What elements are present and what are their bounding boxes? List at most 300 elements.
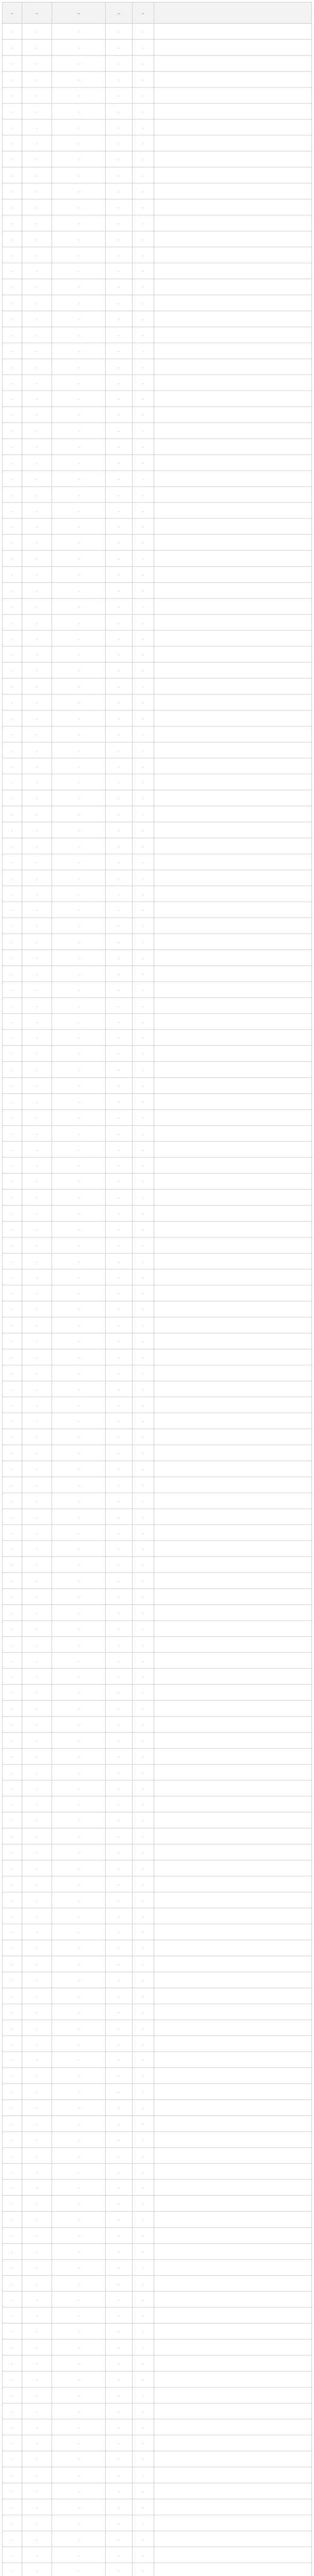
cell-lot-name: … bbox=[22, 1413, 52, 1429]
cell-spacer bbox=[154, 391, 312, 407]
cell-lot-number: … bbox=[3, 1493, 22, 1509]
cell-brand-requirement: … bbox=[106, 982, 133, 998]
cell-lot-name: … bbox=[22, 104, 52, 120]
cell-lot-name: … bbox=[22, 407, 52, 423]
cell-lot-number: … bbox=[3, 1317, 22, 1333]
cell-spacer bbox=[154, 2036, 312, 2052]
cell-brand-requirement: … bbox=[106, 1621, 133, 1637]
cell-product-scope: … bbox=[52, 2196, 106, 2212]
cell-brand-requirement: … bbox=[106, 1461, 133, 1477]
cell-supplier-count: … bbox=[133, 2148, 154, 2164]
cell-brand-requirement: … bbox=[106, 742, 133, 758]
cell-product-scope: … bbox=[52, 2308, 106, 2324]
table-row bbox=[3, 263, 312, 279]
cell-product-scope: … bbox=[52, 647, 106, 663]
cell-lot-number: … bbox=[3, 1860, 22, 1876]
table-row bbox=[3, 2435, 312, 2451]
cell-lot-number: … bbox=[3, 583, 22, 599]
cell-supplier-count: … bbox=[133, 2100, 154, 2116]
cell-brand-requirement: … bbox=[106, 40, 133, 56]
cell-supplier-count: … bbox=[133, 902, 154, 918]
cell-product-scope: … bbox=[52, 2563, 106, 2576]
table-row bbox=[3, 694, 312, 710]
cell-spacer bbox=[154, 1701, 312, 1717]
cell-lot-name: … bbox=[22, 615, 52, 631]
table-row bbox=[3, 487, 312, 503]
cell-spacer bbox=[154, 1381, 312, 1397]
cell-spacer bbox=[154, 1030, 312, 1046]
table-row bbox=[3, 599, 312, 615]
table-row bbox=[3, 1142, 312, 1158]
table-row bbox=[3, 982, 312, 998]
cell-product-scope: … bbox=[52, 679, 106, 694]
cell-brand-requirement: … bbox=[106, 1717, 133, 1733]
cell-supplier-count: … bbox=[133, 263, 154, 279]
cell-lot-name: … bbox=[22, 790, 52, 806]
cell-supplier-count: … bbox=[133, 455, 154, 471]
table-body bbox=[3, 24, 312, 2576]
cell-lot-name: … bbox=[22, 2371, 52, 2387]
cell-lot-number: … bbox=[3, 1046, 22, 1062]
cell-spacer bbox=[154, 1285, 312, 1301]
cell-lot-number: … bbox=[3, 2515, 22, 2531]
cell-lot-name: … bbox=[22, 886, 52, 902]
cell-product-scope: … bbox=[52, 1509, 106, 1525]
cell-product-scope: … bbox=[52, 1206, 106, 1222]
cell-lot-number: … bbox=[3, 455, 22, 471]
table-row bbox=[3, 1509, 312, 1525]
cell-product-scope: … bbox=[52, 966, 106, 982]
cell-lot-name: … bbox=[22, 2180, 52, 2196]
cell-product-scope: … bbox=[52, 503, 106, 519]
cell-lot-number: … bbox=[3, 631, 22, 647]
table-row bbox=[3, 2276, 312, 2292]
cell-product-scope: … bbox=[52, 1445, 106, 1461]
cell-lot-number: … bbox=[3, 679, 22, 694]
cell-lot-name: … bbox=[22, 439, 52, 455]
table-row bbox=[3, 1206, 312, 1222]
cell-supplier-count: … bbox=[133, 439, 154, 455]
cell-lot-name: … bbox=[22, 1812, 52, 1828]
cell-lot-number: … bbox=[3, 1349, 22, 1365]
cell-brand-requirement: … bbox=[106, 2467, 133, 2483]
cell-supplier-count: … bbox=[133, 790, 154, 806]
cell-lot-number: … bbox=[3, 726, 22, 742]
cell-supplier-count: … bbox=[133, 1956, 154, 1972]
cell-product-scope: … bbox=[52, 1397, 106, 1413]
cell-supplier-count: … bbox=[133, 1110, 154, 1126]
cell-brand-requirement: … bbox=[106, 583, 133, 599]
cell-product-scope: … bbox=[52, 918, 106, 934]
cell-brand-requirement: … bbox=[106, 519, 133, 535]
cell-lot-number: … bbox=[3, 2212, 22, 2228]
cell-lot-name: … bbox=[22, 1046, 52, 1062]
cell-product-scope: … bbox=[52, 1781, 106, 1797]
cell-spacer bbox=[154, 120, 312, 135]
cell-brand-requirement: … bbox=[106, 215, 133, 231]
cell-supplier-count: … bbox=[133, 199, 154, 215]
cell-brand-requirement: … bbox=[106, 1493, 133, 1509]
cell-brand-requirement: … bbox=[106, 2148, 133, 2164]
table-row bbox=[3, 1110, 312, 1126]
cell-product-scope: … bbox=[52, 2276, 106, 2292]
cell-supplier-count: … bbox=[133, 2164, 154, 2180]
table-row bbox=[3, 2419, 312, 2435]
cell-supplier-count: … bbox=[133, 1860, 154, 1876]
table-row bbox=[3, 391, 312, 407]
table-row bbox=[3, 2515, 312, 2531]
cell-product-scope: … bbox=[52, 1094, 106, 1110]
cell-product-scope: … bbox=[52, 854, 106, 870]
cell-brand-requirement: … bbox=[106, 1269, 133, 1285]
cell-lot-number: … bbox=[3, 471, 22, 487]
table-row bbox=[3, 535, 312, 551]
cell-product-scope: … bbox=[52, 1238, 106, 1253]
cell-brand-requirement: … bbox=[106, 391, 133, 407]
cell-supplier-count: … bbox=[133, 1525, 154, 1541]
table-row bbox=[3, 1349, 312, 1365]
cell-product-scope: … bbox=[52, 2244, 106, 2260]
cell-supplier-count: … bbox=[133, 2435, 154, 2451]
cell-spacer bbox=[154, 918, 312, 934]
cell-brand-requirement: … bbox=[106, 311, 133, 327]
cell-lot-name: … bbox=[22, 231, 52, 247]
table-row bbox=[3, 295, 312, 311]
cell-brand-requirement: … bbox=[106, 1701, 133, 1717]
cell-supplier-count: … bbox=[133, 1190, 154, 1206]
cell-supplier-count: … bbox=[133, 1781, 154, 1797]
table-row bbox=[3, 870, 312, 886]
cell-lot-name: … bbox=[22, 2052, 52, 2068]
cell-brand-requirement: … bbox=[106, 247, 133, 263]
cell-supplier-count: … bbox=[133, 1972, 154, 1988]
cell-product-scope: … bbox=[52, 982, 106, 998]
cell-lot-number: … bbox=[3, 1365, 22, 1381]
cell-product-scope: … bbox=[52, 2547, 106, 2563]
cell-lot-name: … bbox=[22, 1301, 52, 1317]
cell-spacer bbox=[154, 886, 312, 902]
cell-product-scope: … bbox=[52, 1812, 106, 1828]
table-row bbox=[3, 774, 312, 790]
table-row bbox=[3, 1525, 312, 1541]
cell-spacer bbox=[154, 1637, 312, 1653]
cell-supplier-count: … bbox=[133, 1653, 154, 1669]
cell-supplier-count: … bbox=[133, 663, 154, 679]
table-row bbox=[3, 2132, 312, 2148]
cell-brand-requirement: … bbox=[106, 694, 133, 710]
table-row bbox=[3, 1094, 312, 1110]
cell-lot-number: … bbox=[3, 806, 22, 822]
table-row bbox=[3, 1222, 312, 1238]
cell-lot-number: … bbox=[3, 1190, 22, 1206]
cell-brand-requirement: … bbox=[106, 726, 133, 742]
cell-brand-requirement: … bbox=[106, 567, 133, 583]
cell-lot-name: … bbox=[22, 151, 52, 167]
table-row bbox=[3, 1158, 312, 1174]
cell-lot-name: … bbox=[22, 2419, 52, 2435]
cell-lot-name: … bbox=[22, 327, 52, 343]
cell-brand-requirement: … bbox=[106, 710, 133, 726]
cell-product-scope: … bbox=[52, 519, 106, 535]
cell-lot-name: … bbox=[22, 1445, 52, 1461]
cell-brand-requirement: … bbox=[106, 1222, 133, 1238]
table-row bbox=[3, 2324, 312, 2340]
cell-lot-name: … bbox=[22, 583, 52, 599]
cell-lot-name: … bbox=[22, 1222, 52, 1238]
cell-spacer bbox=[154, 599, 312, 615]
cell-product-scope: … bbox=[52, 1908, 106, 1924]
cell-lot-name: … bbox=[22, 902, 52, 918]
cell-lot-name: … bbox=[22, 1190, 52, 1206]
cell-brand-requirement: … bbox=[106, 1094, 133, 1110]
table-row bbox=[3, 2228, 312, 2244]
cell-supplier-count: … bbox=[133, 2276, 154, 2292]
cell-product-scope: … bbox=[52, 551, 106, 567]
cell-product-scope: … bbox=[52, 2403, 106, 2419]
cell-product-scope: … bbox=[52, 902, 106, 918]
cell-lot-number: … bbox=[3, 694, 22, 710]
cell-lot-number: … bbox=[3, 1557, 22, 1573]
cell-supplier-count: … bbox=[133, 423, 154, 439]
cell-product-scope: … bbox=[52, 2340, 106, 2355]
cell-brand-requirement: … bbox=[106, 679, 133, 694]
cell-brand-requirement: … bbox=[106, 327, 133, 343]
table-row bbox=[3, 886, 312, 902]
cell-product-scope: … bbox=[52, 1589, 106, 1605]
cell-product-scope: … bbox=[52, 2292, 106, 2308]
cell-brand-requirement: … bbox=[106, 88, 133, 104]
cell-supplier-count: … bbox=[133, 1142, 154, 1158]
cell-supplier-count: … bbox=[133, 2260, 154, 2276]
cell-brand-requirement: … bbox=[106, 806, 133, 822]
cell-spacer bbox=[154, 1972, 312, 1988]
cell-lot-name: … bbox=[22, 1828, 52, 1844]
cell-spacer bbox=[154, 56, 312, 72]
cell-lot-number: … bbox=[3, 1461, 22, 1477]
table-row bbox=[3, 407, 312, 423]
cell-spacer bbox=[154, 104, 312, 120]
cell-lot-number: … bbox=[3, 1908, 22, 1924]
cell-brand-requirement: … bbox=[106, 1110, 133, 1126]
cell-spacer bbox=[154, 2196, 312, 2212]
table-row bbox=[3, 1557, 312, 1573]
cell-lot-name: … bbox=[22, 1781, 52, 1797]
cell-supplier-count: … bbox=[133, 104, 154, 120]
cell-brand-requirement: … bbox=[106, 790, 133, 806]
cell-spacer bbox=[154, 1988, 312, 2004]
cell-lot-name: … bbox=[22, 1477, 52, 1493]
table-row bbox=[3, 710, 312, 726]
cell-product-scope: … bbox=[52, 2116, 106, 2132]
cell-lot-number: … bbox=[3, 503, 22, 519]
cell-brand-requirement: … bbox=[106, 1509, 133, 1525]
cell-brand-requirement: … bbox=[106, 231, 133, 247]
cell-lot-number: … bbox=[3, 263, 22, 279]
cell-brand-requirement: … bbox=[106, 902, 133, 918]
table-row bbox=[3, 679, 312, 694]
cell-lot-number: … bbox=[3, 535, 22, 551]
cell-supplier-count: … bbox=[133, 2068, 154, 2084]
table-row bbox=[3, 2467, 312, 2483]
cell-lot-number: … bbox=[3, 1573, 22, 1589]
cell-product-scope: … bbox=[52, 1349, 106, 1365]
cell-brand-requirement: … bbox=[106, 1126, 133, 1142]
cell-product-scope: … bbox=[52, 1142, 106, 1158]
cell-lot-number: … bbox=[3, 2276, 22, 2292]
cell-lot-name: … bbox=[22, 1637, 52, 1653]
cell-lot-number: … bbox=[3, 918, 22, 934]
cell-supplier-count: … bbox=[133, 375, 154, 391]
table-row bbox=[3, 151, 312, 167]
cell-product-scope: … bbox=[52, 710, 106, 726]
cell-brand-requirement: … bbox=[106, 263, 133, 279]
table-row bbox=[3, 631, 312, 647]
cell-brand-requirement: … bbox=[106, 104, 133, 120]
table-row bbox=[3, 663, 312, 679]
cell-lot-number: … bbox=[3, 663, 22, 679]
cell-lot-name: … bbox=[22, 503, 52, 519]
table-row bbox=[3, 2483, 312, 2499]
cell-lot-number: … bbox=[3, 2308, 22, 2324]
cell-brand-requirement: … bbox=[106, 2100, 133, 2116]
cell-supplier-count: … bbox=[133, 2004, 154, 2020]
cell-spacer bbox=[154, 2020, 312, 2036]
table-row bbox=[3, 1717, 312, 1733]
cell-lot-number: … bbox=[3, 886, 22, 902]
cell-lot-number: … bbox=[3, 1637, 22, 1653]
table-row bbox=[3, 1078, 312, 1094]
cell-brand-requirement: … bbox=[106, 1828, 133, 1844]
cell-lot-number: … bbox=[3, 2004, 22, 2020]
table-row bbox=[3, 902, 312, 918]
cell-supplier-count: … bbox=[133, 2244, 154, 2260]
cell-product-scope: … bbox=[52, 567, 106, 583]
cell-spacer bbox=[154, 2212, 312, 2228]
cell-lot-number: … bbox=[3, 215, 22, 231]
cell-lot-number: … bbox=[3, 1988, 22, 2004]
cell-product-scope: … bbox=[52, 2052, 106, 2068]
cell-product-scope: … bbox=[52, 1078, 106, 1094]
cell-brand-requirement: … bbox=[106, 1142, 133, 1158]
cell-lot-name: … bbox=[22, 279, 52, 295]
cell-supplier-count: … bbox=[133, 1797, 154, 1812]
cell-brand-requirement: … bbox=[106, 1589, 133, 1605]
cell-supplier-count: … bbox=[133, 1541, 154, 1557]
cell-product-scope: … bbox=[52, 535, 106, 551]
cell-spacer bbox=[154, 758, 312, 774]
cell-product-scope: … bbox=[52, 1892, 106, 1908]
cell-supplier-count: … bbox=[133, 2467, 154, 2483]
cell-brand-requirement: … bbox=[106, 1238, 133, 1253]
cell-spacer bbox=[154, 2116, 312, 2132]
cell-lot-name: … bbox=[22, 1573, 52, 1589]
table-row bbox=[3, 2020, 312, 2036]
cell-lot-name: … bbox=[22, 1381, 52, 1397]
cell-lot-name: … bbox=[22, 167, 52, 183]
cell-product-scope: … bbox=[52, 1605, 106, 1621]
cell-supplier-count: … bbox=[133, 1573, 154, 1589]
cell-product-scope: … bbox=[52, 2084, 106, 2100]
table-row bbox=[3, 199, 312, 215]
cell-spacer bbox=[154, 1317, 312, 1333]
cell-brand-requirement: … bbox=[106, 647, 133, 663]
cell-supplier-count: … bbox=[133, 710, 154, 726]
cell-lot-number: … bbox=[3, 2340, 22, 2355]
table-row bbox=[3, 1445, 312, 1461]
table-row bbox=[3, 2563, 312, 2576]
cell-product-scope: … bbox=[52, 870, 106, 886]
cell-product-scope: … bbox=[52, 758, 106, 774]
cell-lot-number: … bbox=[3, 2052, 22, 2068]
table-row bbox=[3, 1812, 312, 1828]
cell-supplier-count: … bbox=[133, 72, 154, 88]
cell-lot-name: … bbox=[22, 647, 52, 663]
cell-lot-name: … bbox=[22, 742, 52, 758]
cell-product-scope: … bbox=[52, 1269, 106, 1285]
cell-spacer bbox=[154, 1781, 312, 1797]
cell-spacer bbox=[154, 2100, 312, 2116]
header-brand-requirement: … bbox=[106, 3, 133, 24]
cell-lot-number: … bbox=[3, 1174, 22, 1190]
cell-brand-requirement: … bbox=[106, 1812, 133, 1828]
cell-brand-requirement: … bbox=[106, 2515, 133, 2531]
cell-supplier-count: … bbox=[133, 487, 154, 503]
cell-lot-number: … bbox=[3, 1078, 22, 1094]
cell-supplier-count: … bbox=[133, 2403, 154, 2419]
cell-spacer bbox=[154, 2148, 312, 2164]
cell-product-scope: … bbox=[52, 1365, 106, 1381]
cell-lot-number: … bbox=[3, 1765, 22, 1781]
cell-supplier-count: … bbox=[133, 503, 154, 519]
cell-spacer bbox=[154, 24, 312, 40]
cell-lot-number: … bbox=[3, 1589, 22, 1605]
cell-supplier-count: … bbox=[133, 1238, 154, 1253]
cell-brand-requirement: … bbox=[106, 1908, 133, 1924]
cell-product-scope: … bbox=[52, 2451, 106, 2467]
cell-lot-number: … bbox=[3, 72, 22, 88]
cell-supplier-count: … bbox=[133, 535, 154, 551]
cell-lot-number: … bbox=[3, 2068, 22, 2084]
cell-spacer bbox=[154, 327, 312, 343]
cell-product-scope: … bbox=[52, 2100, 106, 2116]
cell-lot-name: … bbox=[22, 1078, 52, 1094]
cell-spacer bbox=[154, 551, 312, 567]
cell-product-scope: … bbox=[52, 1461, 106, 1477]
cell-brand-requirement: … bbox=[106, 1062, 133, 1078]
cell-lot-number: … bbox=[3, 1238, 22, 1253]
cell-brand-requirement: … bbox=[106, 1781, 133, 1797]
cell-lot-name: … bbox=[22, 2036, 52, 2052]
cell-supplier-count: … bbox=[133, 2292, 154, 2308]
cell-spacer bbox=[154, 1397, 312, 1413]
cell-spacer bbox=[154, 359, 312, 375]
cell-brand-requirement: … bbox=[106, 1190, 133, 1206]
cell-lot-name: … bbox=[22, 982, 52, 998]
cell-spacer bbox=[154, 247, 312, 263]
cell-lot-number: … bbox=[3, 2164, 22, 2180]
cell-product-scope: … bbox=[52, 1765, 106, 1781]
cell-spacer bbox=[154, 1365, 312, 1381]
cell-lot-name: … bbox=[22, 2531, 52, 2547]
cell-lot-number: … bbox=[3, 982, 22, 998]
cell-brand-requirement: … bbox=[106, 2036, 133, 2052]
cell-lot-name: … bbox=[22, 2132, 52, 2148]
cell-product-scope: … bbox=[52, 1317, 106, 1333]
cell-supplier-count: … bbox=[133, 2355, 154, 2371]
cell-spacer bbox=[154, 535, 312, 551]
cell-brand-requirement: … bbox=[106, 758, 133, 774]
cell-brand-requirement: … bbox=[106, 2020, 133, 2036]
